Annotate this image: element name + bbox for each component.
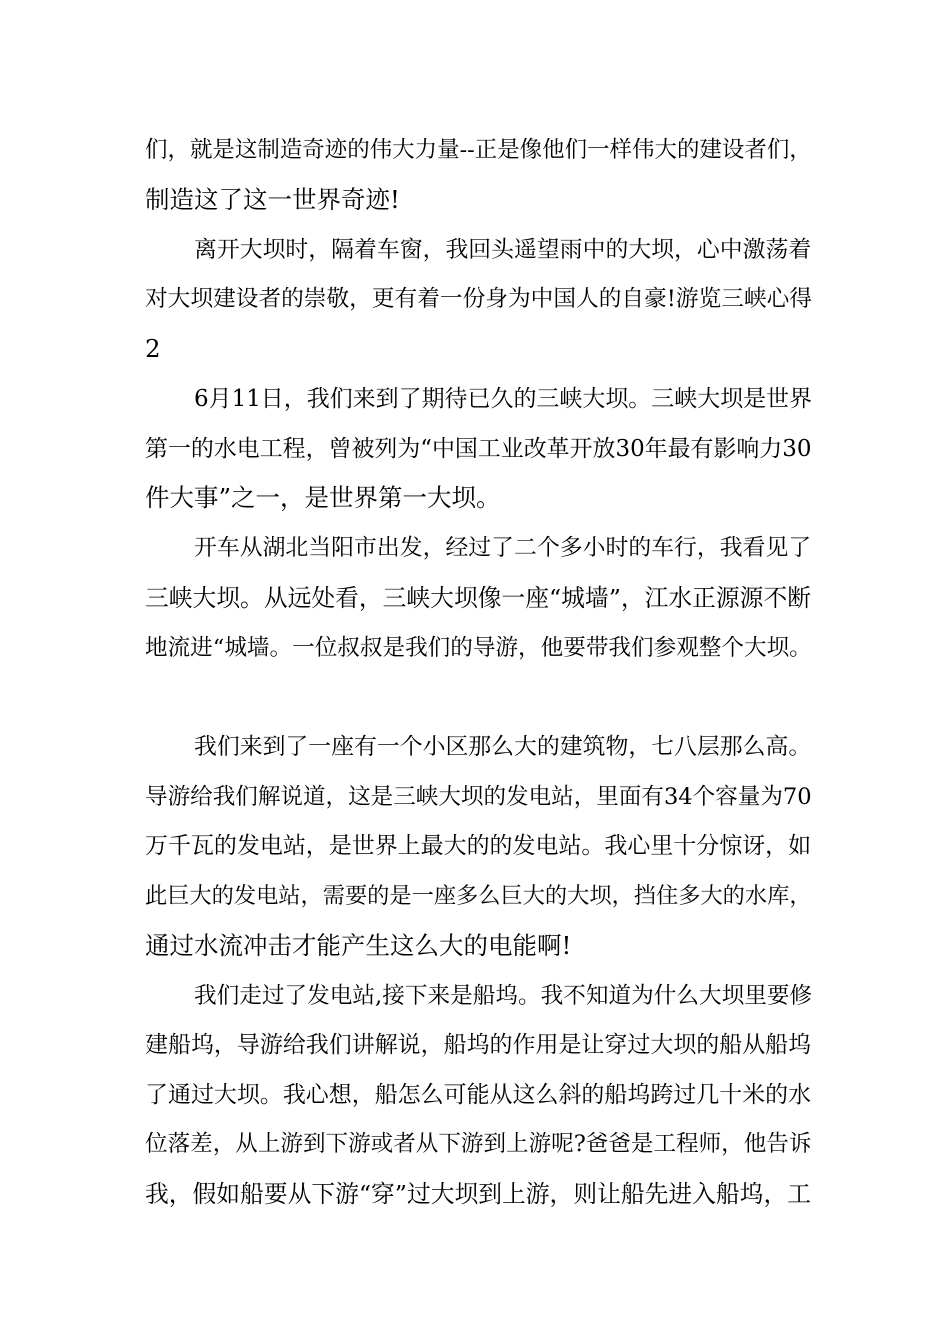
- text-line: 了通过大坝。我心想，船怎么可能从这么斜的船坞跨过几十米的水: [145, 1082, 812, 1108]
- text-line: 通过水流冲击才能产生这么大的电能啊!: [145, 931, 572, 960]
- paragraph-first-line: 我们走过了发电站,接下来是船坞。我不知道为什么大坝里要修: [194, 983, 813, 1009]
- paragraph-first-line: 我们来到了一座有一个小区那么大的建筑物，七八层那么高。: [194, 734, 812, 760]
- text-line: 位落差，从上游到下游或者从下游到上游呢?爸爸是工程师，他告诉: [145, 1131, 812, 1157]
- text-line: 导游给我们解说道，这是三峡大坝的发电站，里面有34个容量为70: [145, 784, 812, 810]
- text-line: 第一的水电工程，曾被列为“中国工业改革开放30年最有影响力30: [145, 436, 812, 462]
- text-line: 建船坞，导游给我们讲解说，船坞的作用是让穿过大坝的船从船坞: [145, 1032, 812, 1058]
- text-line: 我，假如船要从下游“穿”过大坝到上游，则让船先进入船坞，工: [145, 1180, 811, 1208]
- text-line: 三峡大坝。从远处看，三峡大坝像一座“城墙”，江水正源源不断: [145, 584, 811, 612]
- text-line: 制造这了这一世界奇迹!: [145, 185, 400, 214]
- text-line: 们，就是这制造奇迹的伟大力量--正是像他们一样伟大的建设者们，: [145, 137, 812, 163]
- paragraph-first-line: 开车从湖北当阳市出发，经过了二个多小时的车行，我看见了: [194, 535, 812, 561]
- paragraph-first-line: 离开大坝时，隔着车窗，我回头遥望雨中的大坝，心中激荡着: [194, 237, 812, 263]
- text-line: 件大事”之一，是世界第一大坝。: [145, 483, 501, 512]
- text-line: 此巨大的发电站，需要的是一座多么巨大的大坝，挡住多大的水库，: [145, 883, 812, 909]
- text-line: 对大坝建设者的崇敬，更有着一份身为中国人的自豪!游览三峡心得: [145, 286, 813, 312]
- paragraph-first-line: 6月11日，我们来到了期待已久的三峡大坝。三峡大坝是世界: [194, 386, 813, 412]
- text-line: 2: [145, 334, 161, 363]
- text-line: 万千瓦的发电站，是世界上最大的的发电站。我心里十分惊讶，如: [145, 833, 812, 859]
- text-line: 地流进“城墙。一位叔叔是我们的导游，他要带我们参观整个大坝。: [145, 635, 812, 661]
